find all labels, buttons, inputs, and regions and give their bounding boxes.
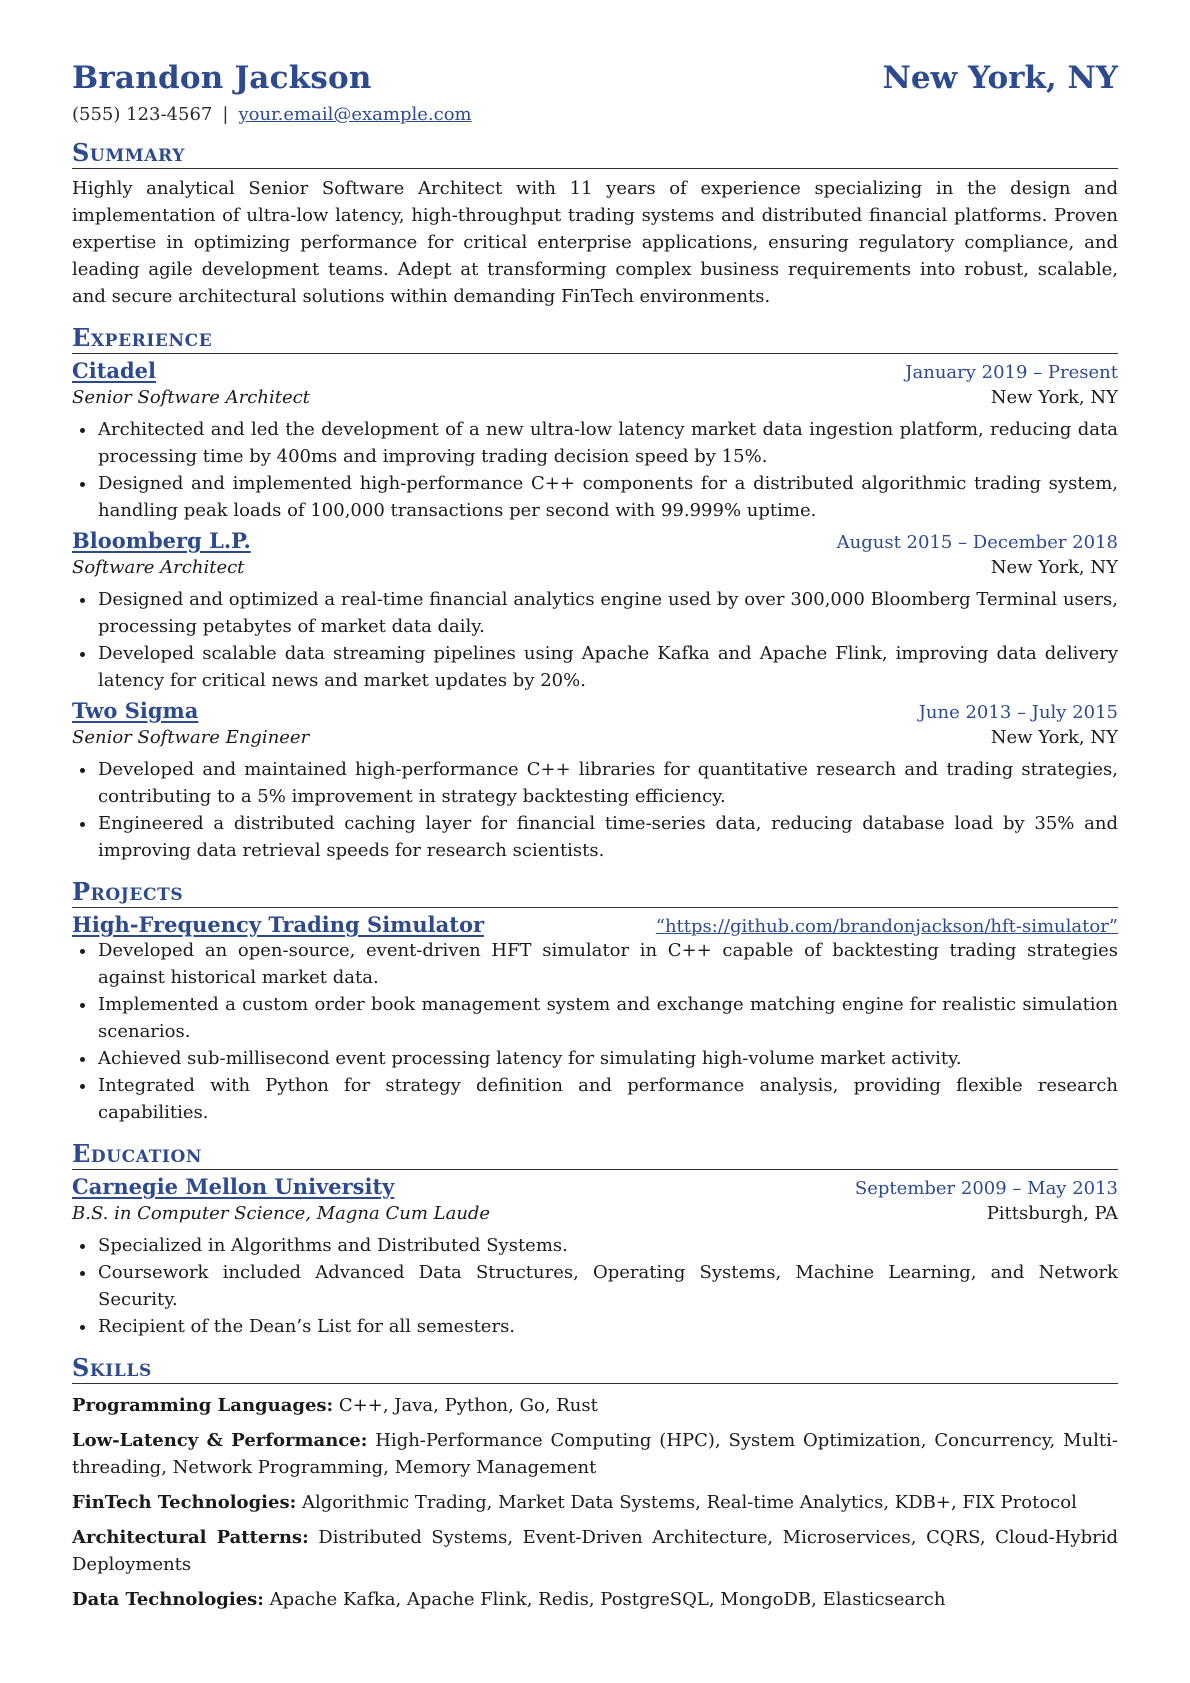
degree: B.S. in Computer Science, Magna Cum Laude — [72, 1203, 491, 1224]
project-entry — [72, 912, 1118, 1126]
education-section — [72, 1140, 1118, 1340]
experience-entry — [72, 358, 1118, 524]
experience-entry — [72, 698, 1118, 864]
bullet-item: • Designed and optimized a real-time financial analytics engine used by over 300,000 Bloomberg Terminal users, processing petabytes of market data daily. — [97, 586, 1118, 640]
skill-row — [72, 1524, 1118, 1578]
entry-dates: January 2019 – Present — [905, 362, 1118, 383]
skill-row — [72, 1586, 1118, 1613]
skill-row — [72, 1489, 1118, 1516]
skill-value: C++, Java, Python, Go, Rust — [338, 1395, 598, 1416]
bullet-item: • Architected and led the development of a new ultra-low latency market data ingestion platform, reducing data processing time by 400ms and improving trading decision speed by 15%. — [97, 416, 1118, 470]
bullet-list — [72, 937, 1118, 1126]
bullet-list — [72, 756, 1118, 864]
experience-section — [72, 324, 1118, 864]
header-location: New York, NY — [882, 60, 1118, 96]
skills-heading: Skills — [72, 1354, 1118, 1384]
skill-label: Low-Latency & Performance: — [72, 1430, 368, 1451]
company-link-citadel[interactable]: Citadel — [72, 358, 157, 383]
job-role: Software Architect — [72, 557, 245, 578]
project-repo-link[interactable]: “https://github.com/brandonjackson/hft-simulator” — [655, 916, 1118, 937]
skill-label: Data Technologies: — [72, 1589, 264, 1610]
email-link[interactable]: your.email@example.com — [238, 104, 472, 125]
job-location: New York, NY — [990, 557, 1118, 578]
bullet-item: • Engineered a distributed caching layer for financial time-series data, reducing database load by 35% and improving data retrieval speeds for research scientists. — [97, 810, 1118, 864]
school-link[interactable]: Carnegie Mellon University — [72, 1174, 395, 1199]
education-entry — [72, 1174, 1118, 1340]
skill-label: Programming Languages: — [72, 1395, 334, 1416]
bullet-item: • Developed an open-source, event-driven HFT simulator in C++ capable of backtesting trading strategies against historical market data. — [97, 937, 1118, 991]
resume-header — [72, 60, 1118, 96]
candidate-name: Brandon Jackson — [72, 60, 372, 96]
entry-dates: June 2013 – July 2015 — [918, 702, 1118, 723]
bullet-list — [72, 416, 1118, 524]
school-location: Pittsburgh, PA — [986, 1203, 1118, 1224]
bullet-item: • Achieved sub-millisecond event processing latency for simulating high-volume market activity. — [97, 1045, 1118, 1072]
experience-entry — [72, 528, 1118, 694]
skills-section — [72, 1354, 1118, 1613]
bullet-item: • Developed and maintained high-performance C++ libraries for quantitative research and trading strategies, contributing to a 5% improvement in strategy backtesting efficiency. — [97, 756, 1118, 810]
bullet-list — [72, 586, 1118, 694]
summary-heading: Summary — [72, 139, 1118, 169]
bullet-item: • Coursework included Advanced Data Structures, Operating Systems, Machine Learning, and Network Security. — [97, 1259, 1118, 1313]
project-name-link[interactable]: High-Frequency Trading Simulator — [72, 912, 485, 937]
company-link-two-sigma[interactable]: Two Sigma — [72, 698, 199, 723]
summary-text: Highly analytical Senior Software Architect with 11 years of experience specializing in the design and implementation of ultra-low latency, high-throughput trading systems and distributed financial platforms. Proven expertise in optimizing performance for critical enterprise applications, ensuring regulatory compliance, and leading agile development teams. Adept at transforming complex business requirements into robust, scalable, and secure architectural solutions within demanding FinTech environments. — [72, 178, 1118, 307]
job-role: Senior Software Engineer — [72, 727, 310, 748]
bullet-item: • Designed and implemented high-performance C++ components for a distributed algorithmic trading system, handling peak loads of 100,000 transactions per second with 99.999% uptime. — [97, 470, 1118, 524]
bullet-item: • Integrated with Python for strategy definition and performance analysis, providing flexible research capabilities. — [97, 1072, 1118, 1126]
job-location: New York, NY — [990, 387, 1118, 408]
entry-dates: August 2015 – December 2018 — [836, 532, 1118, 553]
bullet-item: • Recipient of the Dean’s List for all semesters. — [97, 1313, 1118, 1340]
bullet-item: • Implemented a custom order book management system and exchange matching engine for realistic simulation scenarios. — [97, 991, 1118, 1045]
phone-number: (555) 123-4567 — [72, 104, 213, 125]
job-role: Senior Software Architect — [72, 387, 310, 408]
education-heading: Education — [72, 1140, 1118, 1170]
skill-label: Architectural Patterns: — [72, 1527, 309, 1548]
bullet-item: • Developed scalable data streaming pipelines using Apache Kafka and Apache Flink, improving data delivery latency for critical news and market updates by 20%. — [97, 640, 1118, 694]
entry-dates: September 2009 – May 2013 — [854, 1178, 1118, 1199]
skill-row — [72, 1392, 1118, 1419]
skill-value: Algorithmic Trading, Market Data Systems, Real-time Analytics, KDB+, FIX Protocol — [301, 1492, 1077, 1513]
skill-label: FinTech Technologies: — [72, 1492, 297, 1513]
summary-section — [72, 139, 1118, 310]
skill-value: Apache Kafka, Apache Flink, Redis, PostgreSQL, MongoDB, Elasticsearch — [269, 1589, 946, 1610]
skill-value: Distributed Systems, Event-Driven Architecture, Microservices, CQRS, Cloud-Hybrid Deployments — [72, 1527, 1118, 1575]
job-location: New York, NY — [990, 727, 1118, 748]
projects-section — [72, 878, 1118, 1126]
skill-row — [72, 1427, 1118, 1481]
company-link-bloomberg[interactable]: Bloomberg L.P. — [72, 528, 251, 553]
contact-line — [72, 104, 1118, 125]
experience-heading: Experience — [72, 324, 1118, 354]
bullet-item: • Specialized in Algorithms and Distributed Systems. — [97, 1232, 1118, 1259]
contact-separator: | — [222, 104, 229, 125]
skill-value: High-Performance Computing (HPC), System Optimization, Concurrency, Multi-threading, Network Programming, Memory Management — [72, 1430, 1118, 1478]
projects-heading: Projects — [72, 878, 1118, 908]
bullet-list — [72, 1232, 1118, 1340]
